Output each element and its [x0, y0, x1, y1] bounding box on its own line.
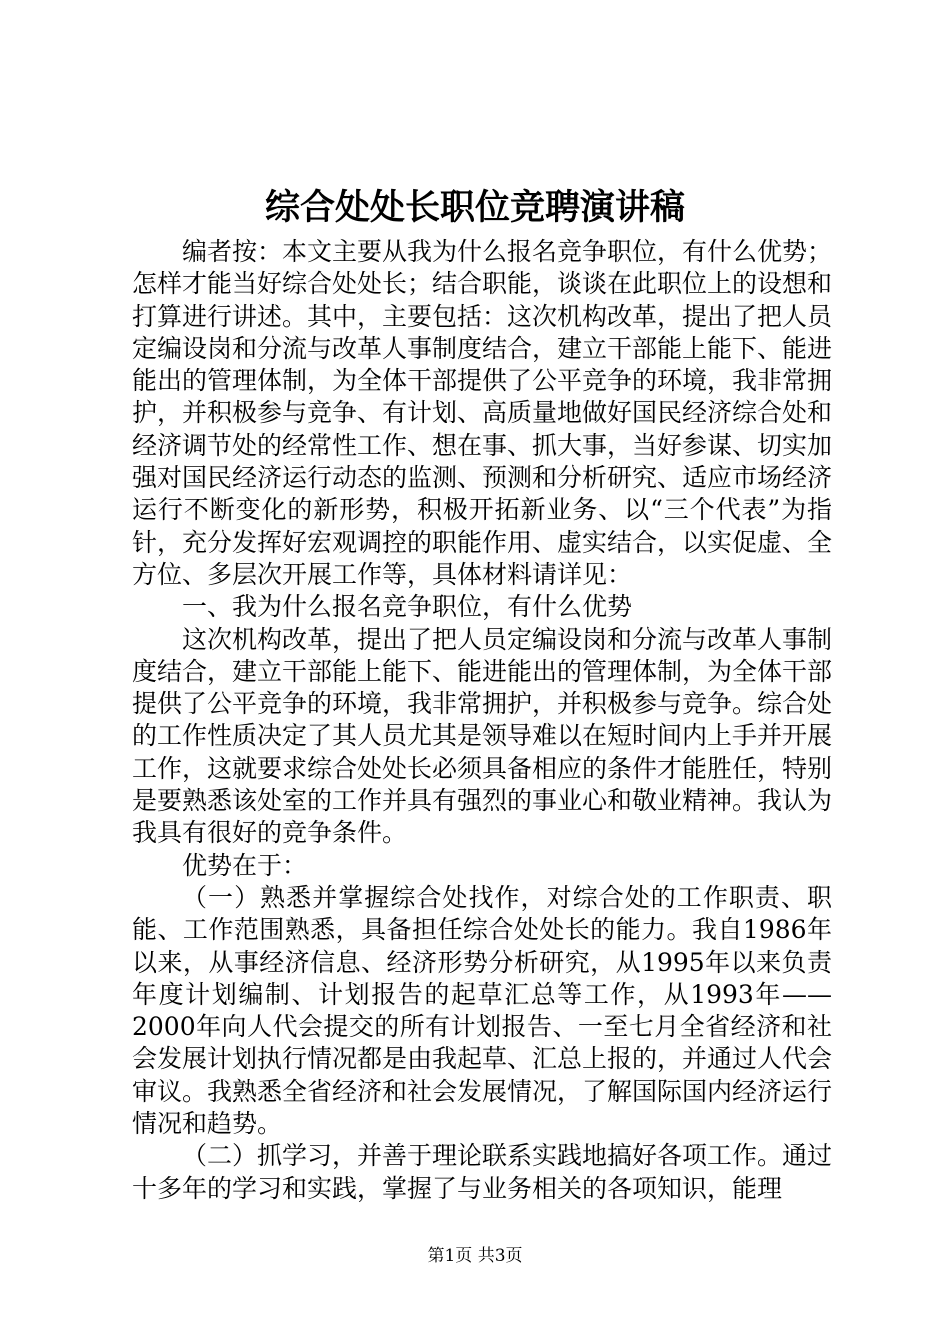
document-title: 综合处处长职位竞聘演讲稿: [264, 188, 685, 228]
section-heading-1: 一、我为什么报名竞争职位，有什么优势: [182, 592, 633, 622]
editor-note-paragraph: 编者按：本文主要从我为什么报名竞争职位，有什么优势；怎样才能当好综合处处长；结合职能，谈谈在此职位上的设想和打算进行讲述。其中，主要包括：这次机构改革，提出了把人员定编设岗和分流与改革人事制度结合，建立干部能上能下、能进能出的管理体制，为全体干部提供了公平竞争的环境，我非常拥护，并积极参与竞争、有计划、高质量地做好国民经济综合处和经济调节处的经常性工作、想在事、抓大事，当好参谋、切实加强对国民经济运行动态的监测、预测和分析研究、适应市场经济运行不断变化的新形势，积极开拓新业务、以“三个代表”为指针，充分发挥好宏观调控的职能作用、虚实结合，以实促虚、全方位、多层次开展工作等，具体材料请详见：: [132, 237, 833, 589]
body-paragraph: 这次机构改革，提出了把人员定编设岗和分流与改革人事制度结合，建立干部能上能下、能进能出的管理体制，为全体干部提供了公平竞争的环境，我非常拥护，并积极参与竞争。综合处的工作性质决定了其人员尤其是领导难以在短时间内上手并开展工作，这就要求综合处处长必须具备相应的条件才能胜任，特别是要熟悉该处室的工作并具有强烈的事业心和敬业精神。我认为我具有很好的竞争条件。: [132, 624, 833, 848]
advantages-intro: 优势在于：: [182, 850, 308, 880]
advantage-item-1: （一）熟悉并掌握综合处找作，对综合处的工作职责、职能、工作范围熟悉，具备担任综合处处长的能力。我自1986年以来，从事经济信息、经济形势分析研究，从1995年以来负责年度计划编制、计划报告的起草汇总等工作，从1993年——2000年向人代会提交的所有计划报告、一至七月全省经济和社会发展计划执行情况都是由我起草、汇总上报的，并通过人代会审议。我熟悉全省经济和社会发展情况，了解国际国内经济运行情况和趋势。: [132, 882, 833, 1139]
document-body: [132, 236, 832, 1205]
page-footer: 第1页 共3页: [427, 1246, 523, 1266]
advantage-item-2: （二）抓学习，并善于理论联系实践地搞好各项工作。通过十多年的学习和实践，掌握了与业务相关的各项知识，能理: [132, 1141, 833, 1203]
